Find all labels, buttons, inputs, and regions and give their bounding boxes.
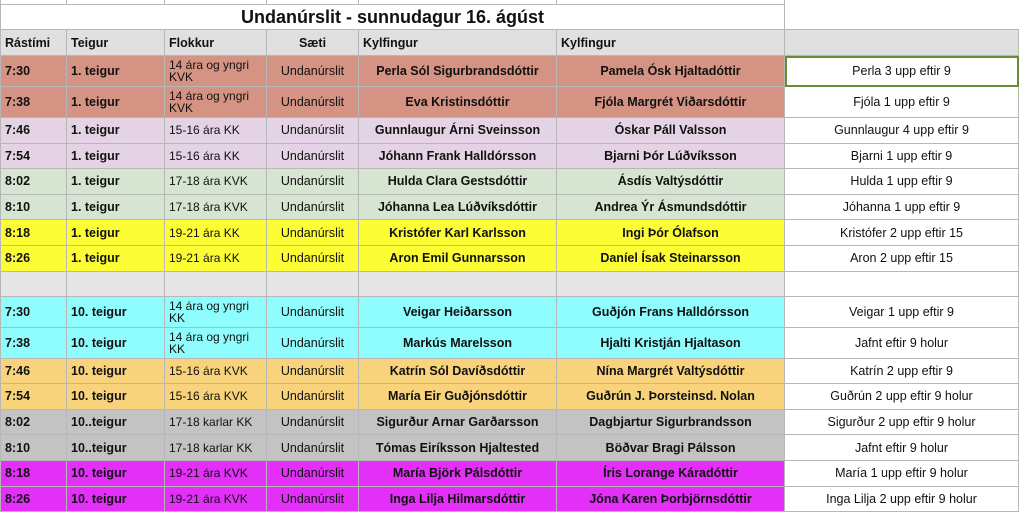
table-row <box>1 220 1019 246</box>
time-cell[interactable]: 7:30 <box>1 56 67 87</box>
empty-cell[interactable] <box>359 271 557 296</box>
spacer-row <box>1 271 1019 296</box>
player1-cell[interactable]: Inga Lilja Hilmarsdóttir <box>359 486 557 512</box>
table-row <box>1 486 1019 512</box>
result-cell[interactable]: Jafnt eftir 9 holur <box>785 327 1019 358</box>
player2-cell[interactable]: Dagbjartur Sigurbrandsson <box>557 409 785 435</box>
tee-cell[interactable]: 1. teigur <box>67 143 165 169</box>
tee-cell[interactable]: 10. teigur <box>67 296 165 327</box>
result-cell[interactable]: Perla 3 upp eftir 9 <box>785 56 1019 87</box>
time-cell[interactable]: 7:54 <box>1 143 67 169</box>
tee-cell[interactable]: 10. teigur <box>67 460 165 486</box>
result-cell[interactable]: Inga Lilja 2 upp eftir 9 holur <box>785 486 1019 512</box>
player2-cell[interactable]: Hjalti Kristján Hjaltason <box>557 327 785 358</box>
time-cell[interactable]: 7:38 <box>1 327 67 358</box>
result-cell[interactable]: Gunnlaugur 4 upp eftir 9 <box>785 118 1019 144</box>
time-cell[interactable]: 8:02 <box>1 169 67 195</box>
place-cell[interactable]: Undanúrslit <box>267 56 359 87</box>
player1-cell[interactable]: Aron Emil Gunnarsson <box>359 245 557 271</box>
place-cell[interactable]: Undanúrslit <box>267 486 359 512</box>
table-row <box>1 245 1019 271</box>
tee-cell[interactable]: 1. teigur <box>67 169 165 195</box>
player1-cell[interactable]: Eva Kristinsdóttir <box>359 87 557 118</box>
empty-cell[interactable] <box>1 271 67 296</box>
place-cell[interactable]: Undanúrslit <box>267 384 359 410</box>
player1-cell[interactable]: María Eir Guðjónsdóttir <box>359 384 557 410</box>
category-cell[interactable]: 19-21 ára KK <box>165 245 267 271</box>
place-cell[interactable]: Undanúrslit <box>267 118 359 144</box>
place-cell[interactable]: Undanúrslit <box>267 460 359 486</box>
place-cell[interactable]: Undanúrslit <box>267 409 359 435</box>
player1-cell[interactable]: Veigar Heiðarsson <box>359 296 557 327</box>
tee-cell[interactable]: 1. teigur <box>67 87 165 118</box>
tee-cell[interactable]: 10..teigur <box>67 409 165 435</box>
time-cell[interactable]: 8:26 <box>1 245 67 271</box>
result-cell[interactable]: Jóhanna 1 upp eftir 9 <box>785 194 1019 220</box>
table-row <box>1 118 1019 144</box>
time-cell[interactable]: 7:54 <box>1 384 67 410</box>
category-cell[interactable]: 17-18 ára KVK <box>165 169 267 195</box>
tee-cell[interactable]: 10. teigur <box>67 327 165 358</box>
player2-cell[interactable]: Óskar Páll Valsson <box>557 118 785 144</box>
tee-cell[interactable]: 10. teigur <box>67 358 165 384</box>
time-cell[interactable]: 8:10 <box>1 435 67 461</box>
category-cell[interactable]: 19-21 ára KK <box>165 220 267 246</box>
table-row <box>1 409 1019 435</box>
table-row <box>1 460 1019 486</box>
category-cell[interactable]: 15-16 ára KK <box>165 118 267 144</box>
place-cell[interactable]: Undanúrslit <box>267 169 359 195</box>
player1-cell[interactable]: Hulda Clara Gestsdóttir <box>359 169 557 195</box>
category-cell[interactable]: 14 ára og yngri KVK <box>165 87 267 118</box>
player1-cell[interactable]: Katrín Sól Davíðsdóttir <box>359 358 557 384</box>
title-row <box>1 5 1019 30</box>
result-cell[interactable]: Katrín 2 upp eftir 9 <box>785 358 1019 384</box>
header-result[interactable] <box>785 30 1019 56</box>
place-cell[interactable]: Undanúrslit <box>267 435 359 461</box>
time-cell[interactable]: 8:18 <box>1 220 67 246</box>
tee-cell[interactable]: 10. teigur <box>67 486 165 512</box>
category-cell[interactable]: 17-18 ára KVK <box>165 194 267 220</box>
player1-cell[interactable]: Markús Marelsson <box>359 327 557 358</box>
place-cell[interactable]: Undanúrslit <box>267 245 359 271</box>
header-saeti[interactable]: Sæti <box>267 30 359 56</box>
player1-cell[interactable]: Gunnlaugur Árni Sveinsson <box>359 118 557 144</box>
player2-cell[interactable]: Jóna Karen Þorbjörnsdóttir <box>557 486 785 512</box>
result-cell[interactable]: Jafnt eftir 9 holur <box>785 435 1019 461</box>
player2-cell[interactable]: Bjarni Þór Lúðvíksson <box>557 143 785 169</box>
result-cell[interactable]: María 1 upp eftir 9 holur <box>785 460 1019 486</box>
table-row <box>1 169 1019 195</box>
time-cell[interactable]: 8:10 <box>1 194 67 220</box>
player2-cell[interactable]: Ingi Þór Ólafson <box>557 220 785 246</box>
table-row <box>1 56 1019 87</box>
empty-cell[interactable] <box>165 271 267 296</box>
empty-cell[interactable] <box>67 271 165 296</box>
result-cell[interactable]: Hulda 1 upp eftir 9 <box>785 169 1019 195</box>
player2-cell[interactable]: Böðvar Bragi Pálsson <box>557 435 785 461</box>
time-cell[interactable]: 7:46 <box>1 118 67 144</box>
player2-cell[interactable]: Guðjón Frans Halldórsson <box>557 296 785 327</box>
table-row <box>1 143 1019 169</box>
player1-cell[interactable]: Jóhann Frank Halldórsson <box>359 143 557 169</box>
empty-cell[interactable] <box>267 271 359 296</box>
table-row <box>1 327 1019 358</box>
category-cell[interactable]: 17-18 karlar KK <box>165 409 267 435</box>
table-row <box>1 296 1019 327</box>
header-flokkur[interactable]: Flokkur <box>165 30 267 56</box>
header-kylfingur-2[interactable]: Kylfingur <box>557 30 785 56</box>
table-row <box>1 194 1019 220</box>
tee-cell[interactable]: 1. teigur <box>67 245 165 271</box>
place-cell[interactable]: Undanúrslit <box>267 327 359 358</box>
category-cell[interactable]: 15-16 ára KVK <box>165 358 267 384</box>
player2-cell[interactable]: Guðrún J. Þorsteinsd. Nolan <box>557 384 785 410</box>
category-cell[interactable]: 15-16 ára KK <box>165 143 267 169</box>
table-row <box>1 435 1019 461</box>
sheet-title[interactable]: Undanúrslit - sunnudagur 16. ágúst <box>1 5 785 30</box>
time-cell[interactable]: 8:26 <box>1 486 67 512</box>
table-row <box>1 87 1019 118</box>
time-cell[interactable]: 8:18 <box>1 460 67 486</box>
place-cell[interactable]: Undanúrslit <box>267 87 359 118</box>
header-kylfingur-1[interactable]: Kylfingur <box>359 30 557 56</box>
result-cell[interactable]: Veigar 1 upp eftir 9 <box>785 296 1019 327</box>
table-row <box>1 358 1019 384</box>
tee-cell[interactable]: 1. teigur <box>67 220 165 246</box>
result-cell[interactable]: Kristófer 2 upp eftir 15 <box>785 220 1019 246</box>
time-cell[interactable]: 7:46 <box>1 358 67 384</box>
player1-cell[interactable]: Tómas Eiríksson Hjaltested <box>359 435 557 461</box>
empty-cell[interactable] <box>557 271 785 296</box>
category-cell[interactable]: 17-18 karlar KK <box>165 435 267 461</box>
tee-cell[interactable]: 1. teigur <box>67 118 165 144</box>
place-cell[interactable]: Undanúrslit <box>267 143 359 169</box>
time-cell[interactable]: 7:38 <box>1 87 67 118</box>
result-cell[interactable]: Bjarni 1 upp eftir 9 <box>785 143 1019 169</box>
player1-cell[interactable]: Kristófer Karl Karlsson <box>359 220 557 246</box>
table-row <box>1 384 1019 410</box>
place-cell[interactable]: Undanúrslit <box>267 220 359 246</box>
player1-cell[interactable]: Sigurður Arnar Garðarsson <box>359 409 557 435</box>
result-cell[interactable]: Sigurður 2 upp eftir 9 holur <box>785 409 1019 435</box>
player1-cell[interactable]: Perla Sól Sigurbrandsdóttir <box>359 56 557 87</box>
player1-cell[interactable]: Jóhanna Lea Lúðvíksdóttir <box>359 194 557 220</box>
player2-cell[interactable]: Nína Margrét Valtýsdóttir <box>557 358 785 384</box>
player2-cell[interactable]: Daníel Ísak Steinarsson <box>557 245 785 271</box>
tee-cell[interactable]: 1. teigur <box>67 56 165 87</box>
player2-cell[interactable]: Fjóla Margrét Viðarsdóttir <box>557 87 785 118</box>
result-cell[interactable]: Guðrún 2 upp eftir 9 holur <box>785 384 1019 410</box>
category-cell[interactable]: 15-16 ára KVK <box>165 384 267 410</box>
category-cell[interactable]: 19-21 ára KVK <box>165 486 267 512</box>
player2-cell[interactable]: Pamela Ósk Hjaltadóttir <box>557 56 785 87</box>
player2-cell[interactable]: Ásdís Valtýsdóttir <box>557 169 785 195</box>
result-cell[interactable]: Fjóla 1 upp eftir 9 <box>785 87 1019 118</box>
empty-cell[interactable] <box>785 271 1019 296</box>
time-cell[interactable]: 7:30 <box>1 296 67 327</box>
place-cell[interactable]: Undanúrslit <box>267 358 359 384</box>
header-row <box>1 30 1019 56</box>
tee-cell[interactable]: 10. teigur <box>67 384 165 410</box>
category-cell[interactable]: 19-21 ára KVK <box>165 460 267 486</box>
category-cell[interactable]: 14 ára og yngri KK <box>165 327 267 358</box>
tee-cell[interactable]: 10..teigur <box>67 435 165 461</box>
header-teigur[interactable]: Teigur <box>67 30 165 56</box>
tee-cell[interactable]: 1. teigur <box>67 194 165 220</box>
place-cell[interactable]: Undanúrslit <box>267 296 359 327</box>
place-cell[interactable]: Undanúrslit <box>267 194 359 220</box>
result-cell[interactable]: Aron 2 upp eftir 15 <box>785 245 1019 271</box>
header-rastimi[interactable]: Rástími <box>1 30 67 56</box>
player2-cell[interactable]: Íris Lorange Káradóttir <box>557 460 785 486</box>
category-cell[interactable]: 14 ára og yngri KK <box>165 296 267 327</box>
time-cell[interactable]: 8:02 <box>1 409 67 435</box>
player2-cell[interactable]: Andrea Ýr Ásmundsdóttir <box>557 194 785 220</box>
player1-cell[interactable]: María Björk Pálsdóttir <box>359 460 557 486</box>
category-cell[interactable]: 14 ára og yngri KVK <box>165 56 267 87</box>
